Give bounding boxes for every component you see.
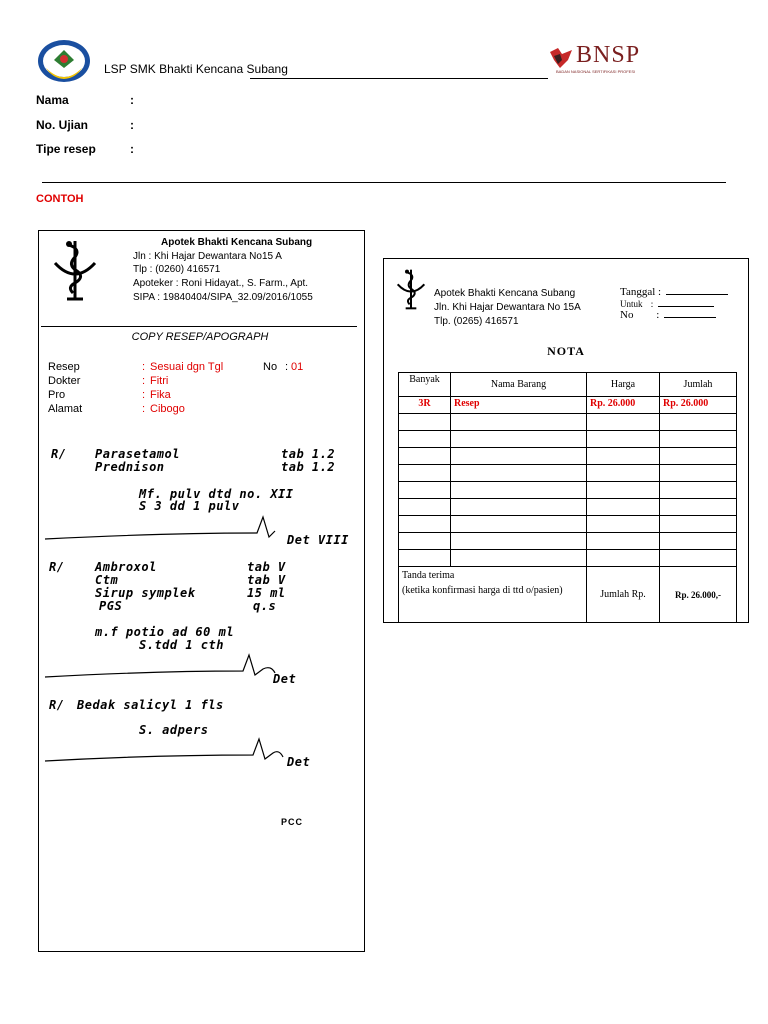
info-value: Fitri bbox=[150, 375, 169, 387]
field-colon: : bbox=[130, 142, 134, 156]
table-row bbox=[399, 431, 737, 448]
field-colon: : bbox=[130, 118, 134, 132]
cell bbox=[451, 482, 587, 499]
nota-title: NOTA bbox=[547, 344, 585, 358]
cell bbox=[660, 533, 737, 550]
cell bbox=[660, 516, 737, 533]
rx-item-dose: tab 1.2 bbox=[281, 447, 336, 461]
cell-nama-barang: Resep bbox=[451, 397, 587, 414]
untuk-fill-line bbox=[658, 306, 714, 307]
cell-harga: Rp. 26.000 bbox=[587, 397, 660, 414]
table-row bbox=[399, 550, 737, 567]
bnsp-logo bbox=[548, 42, 678, 78]
contoh-label: CONTOH bbox=[36, 193, 84, 205]
cell bbox=[587, 516, 660, 533]
field-no-ujian bbox=[36, 118, 134, 132]
cell bbox=[451, 431, 587, 448]
rx-item-name: Ambroxol bbox=[95, 560, 157, 574]
cell bbox=[587, 533, 660, 550]
info-colon: : bbox=[142, 375, 146, 387]
copy-resep-card bbox=[38, 230, 365, 952]
cell bbox=[587, 448, 660, 465]
cell bbox=[660, 431, 737, 448]
rx-instruction: S 3 dd 1 pulv bbox=[139, 499, 240, 513]
info-label: Pro bbox=[48, 389, 66, 401]
cell bbox=[587, 465, 660, 482]
nota-address: Jln. Khi Hajar Dewantara No 15A bbox=[434, 302, 581, 313]
lsp-logo bbox=[36, 38, 92, 84]
rx-item-name: Parasetamol bbox=[95, 447, 180, 461]
resep-title-rule bbox=[41, 326, 357, 327]
cell bbox=[587, 499, 660, 516]
cell bbox=[660, 414, 737, 431]
field-label: Nama bbox=[36, 93, 69, 107]
nota-untuk bbox=[620, 299, 714, 309]
info-label: Dokter bbox=[48, 375, 81, 387]
resep-info-alamat bbox=[48, 403, 348, 415]
footer-total-label: Jumlah Rp. bbox=[587, 567, 660, 623]
rx-item-name: Prednison bbox=[95, 460, 165, 474]
nota-card bbox=[383, 258, 749, 623]
cell bbox=[451, 448, 587, 465]
cell bbox=[451, 516, 587, 533]
resep-title: COPY RESEP/APOGRAPH bbox=[131, 331, 269, 343]
table-row bbox=[399, 482, 737, 499]
cell bbox=[660, 482, 737, 499]
resep-info-pro bbox=[48, 389, 348, 401]
info-value: Cibogo bbox=[150, 403, 185, 415]
untuk-colon: : bbox=[650, 299, 654, 309]
col-jumlah: Jumlah bbox=[660, 373, 737, 397]
field-nama bbox=[36, 93, 134, 107]
footer-receipt-cell bbox=[399, 567, 587, 623]
nota-no bbox=[620, 309, 716, 321]
table-row bbox=[399, 414, 737, 431]
cell bbox=[587, 550, 660, 567]
cell bbox=[660, 465, 737, 482]
info-value: Sesuai dgn Tgl bbox=[150, 361, 224, 373]
table-row bbox=[399, 465, 737, 482]
signature-scribble bbox=[43, 735, 293, 765]
tanggal-label: Tanggal : bbox=[620, 286, 662, 298]
resep-pharmacist: Apoteker : Roni Hidayat., S. Farm., Apt. bbox=[133, 278, 309, 289]
no-fill-line bbox=[664, 317, 716, 318]
cell bbox=[660, 448, 737, 465]
table-header-row bbox=[399, 373, 737, 397]
cell bbox=[399, 482, 451, 499]
cell bbox=[451, 414, 587, 431]
cell bbox=[451, 465, 587, 482]
col-banyak: Banyak bbox=[399, 373, 451, 397]
footer-note: (ketika konfirmasi harga di ttd o/pasien) bbox=[402, 585, 563, 596]
info-colon: : bbox=[142, 361, 146, 373]
rx-item-name: PGS bbox=[99, 599, 123, 613]
rx-instruction: m.f potio ad 60 ml bbox=[95, 625, 235, 639]
rx-item-name: Bedak salicyl 1 fls bbox=[77, 698, 224, 712]
signature-scribble bbox=[43, 651, 293, 681]
no-value: 01 bbox=[291, 361, 304, 373]
rx-det: Det VIII bbox=[287, 533, 349, 547]
field-label: No. Ujian bbox=[36, 118, 89, 132]
header-rule bbox=[250, 78, 548, 79]
signature-scribble bbox=[43, 513, 293, 543]
section-divider bbox=[42, 182, 726, 183]
table-row bbox=[399, 397, 737, 414]
info-label: Alamat bbox=[48, 403, 83, 415]
col-nama-barang: Nama Barang bbox=[451, 373, 587, 397]
pcc-label: PCC bbox=[281, 817, 304, 827]
nota-pharmacy-name: Apotek Bhakti Kencana Subang bbox=[434, 288, 576, 299]
resep-pharmacy-name: Apotek Bhakti Kencana Subang bbox=[161, 237, 313, 248]
footer-receipt: Tanda terima bbox=[402, 570, 455, 581]
rx-instruction: S. adpers bbox=[139, 723, 209, 737]
cell bbox=[660, 550, 737, 567]
no-label: No bbox=[263, 361, 278, 373]
rx-item-dose: 15 ml bbox=[247, 586, 286, 600]
resep-phone: Tlp : (0260) 416571 bbox=[133, 264, 221, 275]
cell bbox=[399, 465, 451, 482]
rx-item-dose: tab 1.2 bbox=[281, 460, 336, 474]
table-row bbox=[399, 533, 737, 550]
cell bbox=[399, 448, 451, 465]
table-row bbox=[399, 448, 737, 465]
cell-banyak: 3R bbox=[399, 397, 451, 414]
table-row bbox=[399, 516, 737, 533]
resep-info-resep bbox=[48, 361, 348, 373]
table-row bbox=[399, 499, 737, 516]
field-colon: : bbox=[130, 93, 134, 107]
cell bbox=[587, 414, 660, 431]
nota-table bbox=[398, 372, 737, 623]
no-colon: : bbox=[656, 309, 660, 321]
rx-item-dose: tab V bbox=[247, 560, 286, 574]
caduceus-icon bbox=[396, 267, 426, 311]
no-label: No bbox=[620, 309, 634, 321]
no-colon: : bbox=[285, 361, 289, 373]
bnsp-logo-text: BNSP bbox=[576, 42, 641, 68]
footer-total-value: Rp. 26.000,- bbox=[660, 567, 737, 623]
cell bbox=[587, 431, 660, 448]
rx-det: Det bbox=[287, 755, 311, 769]
rx-instruction: S.tdd 1 cth bbox=[139, 638, 224, 652]
rx-prefix: R/ bbox=[51, 447, 67, 461]
resep-sipa: SIPA : 19840404/SIPA_32.09/2016/1055 bbox=[133, 292, 313, 303]
info-value: Fika bbox=[150, 389, 171, 401]
caduceus-icon bbox=[53, 237, 97, 303]
rx-prefix: R/ bbox=[49, 698, 65, 712]
info-colon: : bbox=[142, 403, 146, 415]
cell bbox=[660, 499, 737, 516]
info-colon: : bbox=[142, 389, 146, 401]
info-label: Resep bbox=[48, 361, 80, 373]
cell bbox=[587, 482, 660, 499]
field-tipe-resep bbox=[36, 142, 156, 156]
cell bbox=[399, 516, 451, 533]
rx-instruction: Mf. pulv dtd no. XII bbox=[139, 487, 294, 501]
nota-tanggal bbox=[620, 286, 728, 298]
cell bbox=[399, 550, 451, 567]
bnsp-emblem-icon bbox=[548, 46, 574, 70]
lsp-org-name: LSP SMK Bhakti Kencana Subang bbox=[104, 62, 288, 76]
field-label: Tipe resep bbox=[36, 142, 96, 156]
cell-jumlah: Rp. 26.000 bbox=[660, 397, 737, 414]
bnsp-logo-subtext: BADAN NASIONAL SERTIFIKASI PROFESI bbox=[556, 69, 636, 74]
cell bbox=[399, 533, 451, 550]
col-harga: Harga bbox=[587, 373, 660, 397]
resep-address: Jln : Khi Hajar Dewantara No15 A bbox=[133, 251, 282, 262]
cell bbox=[451, 533, 587, 550]
rx-item-dose: q.s bbox=[253, 599, 277, 613]
rx-prefix: R/ bbox=[49, 560, 65, 574]
cell bbox=[451, 499, 587, 516]
cell bbox=[399, 414, 451, 431]
rx-item-dose: tab V bbox=[247, 573, 286, 587]
cell bbox=[451, 550, 587, 567]
table-footer-row bbox=[399, 567, 737, 623]
cell bbox=[399, 499, 451, 516]
untuk-label: Untuk bbox=[620, 299, 643, 309]
rx-item-name: Ctm bbox=[95, 573, 119, 587]
tanggal-fill-line bbox=[666, 294, 728, 295]
cell bbox=[399, 431, 451, 448]
rx-item-name: Sirup symplek bbox=[95, 586, 196, 600]
resep-info-dokter bbox=[48, 375, 348, 387]
nota-phone: Tlp. (0265) 416571 bbox=[434, 316, 519, 327]
rx-det: Det bbox=[273, 672, 297, 686]
